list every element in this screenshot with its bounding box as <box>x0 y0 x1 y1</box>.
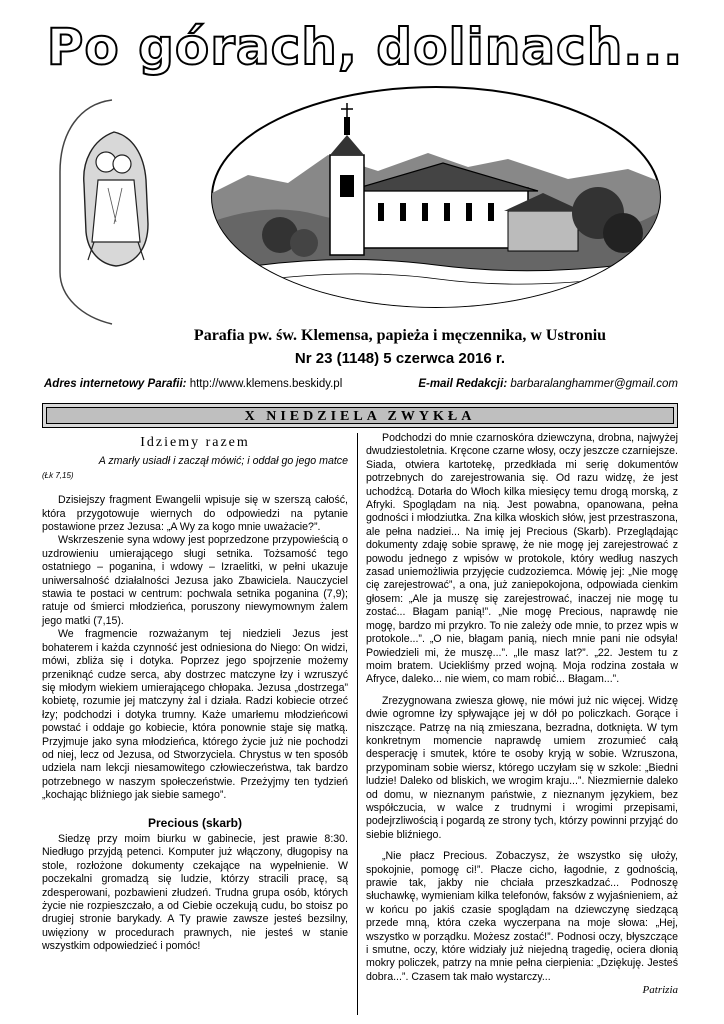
story-paragraph: Siedzę przy moim biurku w gabinecie, jest prawie 8:30. Niedługo przyjdą petenci. Komputer już włączony, długopisy na stole, rozłożone dokumenty czekające na wypełnienie. W poczekalni gromadzą się ludzie, którzy stracili pracę, są zdesperowani, pozbawieni złudzeń. Trudna grupa osób, których życie nie rozpieszczało, a od Ciebie oczekują cudu, bo stoisz po drugiej stronie barykady. A Ty prawie zawsze jesteś bezsilny, uwięziony w procedurach prawnych, nie jesteś w stanie wszystkim odpowiedzieć i pomóc! <box>42 832 348 953</box>
website-link[interactable]: http://www.klemens.beskidy.pl <box>189 378 343 390</box>
author-signature: Patrizia <box>642 984 678 997</box>
story-paragraph: Zrezygnowana zwiesza głowę, nie mówi już nic więcej. Widzę dwie ogromne łzy spływające jej w dół po policzkach. Gorące i niszczące. Patrzę na nią zmieszana, bezradna, dotknięta. W tym konkretnym momencie naprawdę umiem zrozumieć całą desperację i smutek, które te osoby kryją w sobie. Wzruszona, przypominam sobie wiersz, którego uczyłam się w szkole: „Biedni ludzie! Daleko od bliskich, we wrogim kraju...”. Niezmiernie daleko od domu, w nieznanym państwie, z nieznanym językiem, bez współczucia, w walce z trudnymi i wrogimi przepisami, podejrzliwością i pogardą ze strony tych, którzy powinni przyjąć do siebie bliźniego. <box>366 694 678 841</box>
scripture-quote: A zmarły usiadł i zaczął mówić; i oddał go jego matce <box>98 455 348 468</box>
column-divider <box>357 433 358 1015</box>
website-info <box>44 378 342 390</box>
article-paragraph: Dzisiejszy fragment Ewangelii wpisuje się w szerszą całość, która przygotowuje wiernych do odpowiedzi na pytanie postawione przez Jezusa: „A Wy za kogo mnie uważacie?”. <box>42 494 348 534</box>
left-column <box>42 432 348 954</box>
church-illustration <box>208 83 664 311</box>
mercy-jubilee-logo <box>52 92 172 332</box>
parish-name: Parafia pw. św. Klemensa, papieża i męczennika, w Ustroniu <box>193 327 607 344</box>
article-paragraph: We fragmencie rozważanym tej niedzieli Jezus jest bohaterem i każda czynność jest odniesiona do Niego: On widzi, mówi, zbliża się i dotyka. Poprzez jego spojrzenie możemy przeniknąć cudze serca, aby dostrzec matczyne łzy i wzruszyć się młodym wiekiem umierającego chłopaka. Jezusa „dostrzega” kobietę, rozumie jej matczyny żal i działa. Radzi kobiecie otrzeć łzy; podchodzi i dotyka trumny. Każe umarłemu młodzieńcowi powstać i oddaje go kobiecie, która ponownie staje się matką. Przyjmuje jako syna młodzieńca, którego życie już nie pochodzi od niej, lecz od Jezusa, od Stworzyciela. Chrystus w ten sposób udziela nam lekcji niesamowitego człowieczeństwa, tak bardzo potrzebnego w naszym społeczeństwie. Przeżyjmy ten tydzień „kochając bliźniego jak siebie samego”. <box>42 628 348 802</box>
email-info <box>418 378 678 390</box>
issue-number: Nr 23 (1148) 5 czerwca 2016 r. <box>294 350 506 367</box>
sunday-banner-text: X NIEDZIELA ZWYKŁA <box>46 407 674 424</box>
website-label: Adres internetowy Parafii: <box>44 378 187 390</box>
newsletter-title: Po górach, dolinach... <box>46 18 684 76</box>
story-paragraph: Podchodzi do mnie czarnoskóra dziewczyna, drobna, najwyżej dwudziestoletnia. Kręcone czarne włosy, oczy jeszcze czarniejsze. Siada, otwiera kartotekę, przedkłada mi serię dokumentów potrzebnych do zarejestrowania się. Od razu widzę, że jest uchodźcą. Dotarła do Włoch kilka miesięcy temu drogą morską, z Afryki. Spoglądam na nią. Jest powabna, opanowana, pełna godności i młodziutka. Zna kilka włoskich słów, jest przestraszona, ale pełna nadziei... Na imię jej Precious (Skarb). Przeglądając dokumenty zdaję sobie sprawę, że nie mogę jej zarejestrować z powodu jednego z wpisów w protokole, który według naszych zasad uniemożliwia przyjęcie cudzoziemca. Mówię jej: „Nie mogę cię zarejestrować”, a ona, już zaniepokojona, odpowiada cienkim głosem: „Ale ja muszę się zarejestrować, inaczej nie mogę tu zostać... Błagam panią!”. „Nie mogę Precious, naprawdę nie mogę, bardzo mi przykro. To nie zależy ode mnie, to przez wpis w protokole...”. „O nie, błagam panią, niech mnie pani nie odsyła! Powiedzieli mi, że muszę...”. „Ile masz lat?”. „22. Jestem tu z moim bratem. Uciekliśmy przed wojną. Moja rodzina została w Afryce, daleko... nie wiem, co mam robić... Błagam...”. <box>366 432 678 686</box>
email-link[interactable]: barbaralanghammer@gmail.com <box>510 378 678 390</box>
email-label: E-mail Redakcji: <box>418 378 508 390</box>
article-heading: Idziemy razem <box>140 435 250 450</box>
masthead <box>0 0 724 390</box>
scripture-reference: (Łk 7,15) <box>42 470 74 480</box>
sunday-banner <box>42 403 678 428</box>
story-paragraph: „Nie płacz Precious. Zobaczysz, że wszystko się ułoży, spokojnie, pomogę ci!”. Płacze cicho, łagodnie, z godnością, prawie tak, jakby nie chciała przeszkadzać... Podnoszę słuchawkę, wymieniam kilka telefonów, faksów z wyjaśnieniem, aż w końcu po jakiś czasie spoglądam na dziewczynę siedzącą przede mną, która czeka wyczerpana na moje słowa: „Hej, wszystko w porządku. Możesz zostać!”. Podnosi oczy, błyszczące i smutne, oczy, które widziały już niejedną tragedię, ociera dłonią mokry policzek, patrzy na mnie pełna cierpienia: „Dziękuję. Jesteś dobra...”. Czasem tak mało wystarczy... <box>366 850 678 983</box>
contact-bar <box>44 378 678 396</box>
story-heading: Precious (skarb) <box>147 815 243 830</box>
right-column <box>366 432 678 998</box>
article-paragraph: Wskrzeszenie syna wdowy jest poprzedzone przypowieścią o uzdrowieniu umierającego sługi setnika. Tożsamość tego ostatniego – poganina, i wdowy – Izraelitki, w pełni ukazuje uniwersalność działalności Jezusa jako Zbawiciela. Nauczyciel stawia te postaci w centrum: pochwala setnika poganina (7,9); ratuje od śmierci młodzieńca, poruszony niewymownym żalem jego matki (7,15). <box>42 534 348 627</box>
